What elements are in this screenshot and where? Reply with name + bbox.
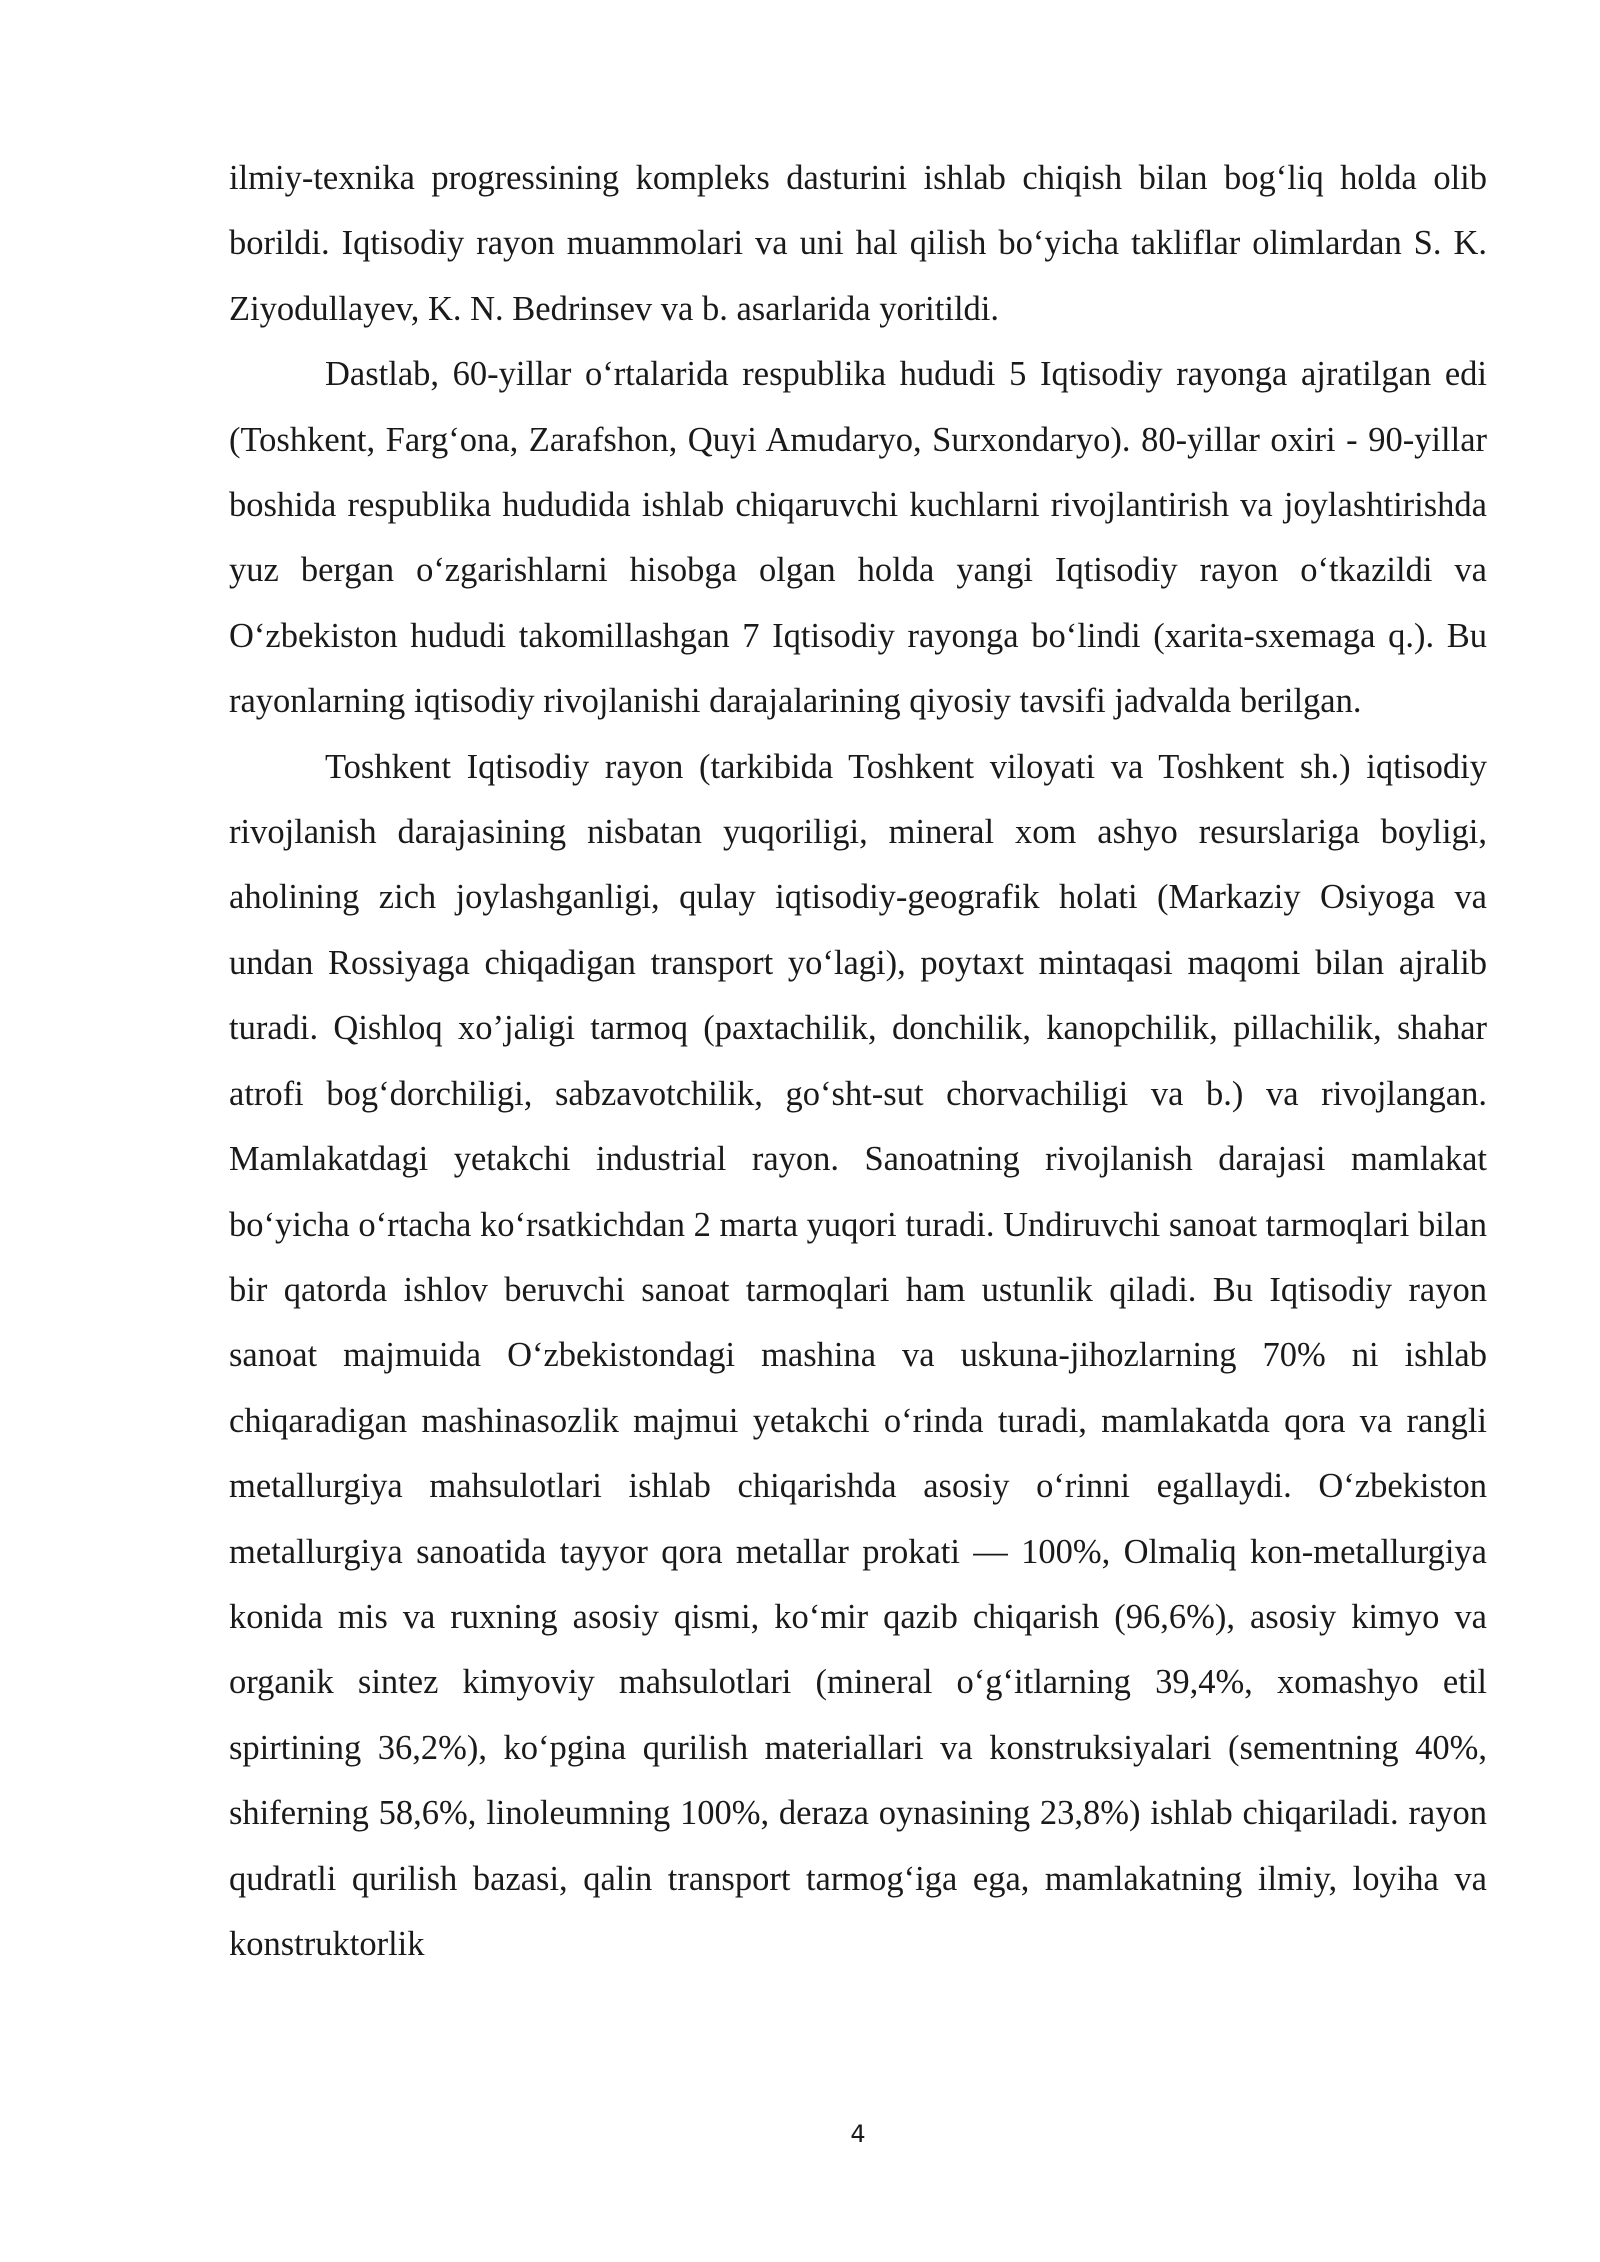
paragraph-3: Toshkent Iqtisodiy rayon (tarkibida Toshkent viloyati va Toshkent sh.) iqtisodiy rivojlanish darajasining nisbatan yuqoriligi, mineral xom ashyo resurslariga boyligi, aholining zich joylashganligi, qulay iqtisodiy-geografik holati (Markaziy Osiyoga va undan Rossiyaga chiqadigan transport yo‘lagi), poytaxt mintaqasi maqomi bilan ajralib turadi. Qishloq xo’jaligi tarmoq (paxtachilik, donchilik, kanopchilik, pillachilik, shahar atrofi bog‘dorchiligi, sabzavotchilik, go‘sht-sut chorvachiligi va b.) va rivojlangan. Mamlakatdagi yetakchi industrial rayon. Sanoatning rivojlanish darajasi mamlakat bo‘yicha o‘rtacha ko‘rsatkichdan 2 marta yuqori turadi. Undiruvchi sanoat tarmoqlari bilan bir qatorda ishlov beruvchi sanoat tarmoqlari ham ustunlik qiladi. Bu Iqtisodiy rayon sanoat majmuida O‘zbekistondagi mashina va uskuna-jihozlarning 70% ni ishlab chiqaradigan mashinasozlik majmui yetakchi o‘rinda turadi, mamlakatda qora va rangli metallurgiya mahsulotlari ishlab chiqarishda asosiy o‘rinni egallaydi. O‘zbekiston metallurgiya sanoatida tayyor qora metallar prokati — 100%, Olmaliq kon-metallurgiya konida mis va ruxning asosiy qismi, ko‘mir qazib chiqarish (96,6%), asosiy kimyo va organik sintez kimyoviy mahsulotlari (mineral o‘g‘itlarning 39,4%, xomashyo etil spirtining 36,2%), ko‘pgina qurilish materiallari va konstruksiyalari (sementning 40%, shiferning 58,6%, linoleumning 100%, deraza oynasining 23,8%) ishlab chiqariladi. rayon qudratli qurilish bazasi, qalin transport tarmog‘iga ega, mamlakatning ilmiy, loyiha va konstruktorlik <box>229 747 1487 1963</box>
body-text <box>229 146 1487 1977</box>
page-number: 4 <box>850 2120 866 2148</box>
paragraph-2: Dastlab, 60-yillar o‘rtalarida respublika hududi 5 Iqtisodiy rayonga ajratilgan edi (Toshkent, Farg‘ona, Zarafshon, Quyi Amudaryo, Surxondaryo). 80-yillar oxiri - 90-yillar boshida respublika hududida ishlab chiqaruvchi kuchlarni rivojlantirish va joylashtirishda yuz bergan o‘zgarishlarni hisobga olgan holda yangi Iqtisodiy rayon o‘tkazildi va O‘zbekiston hududi takomillashgan 7 Iqtisodiy rayonga bo‘lindi (xarita-sxemaga q.). Bu rayonlarning iqtisodiy rivojlanishi darajalarining qiyosiy tavsifi jadvalda berilgan. <box>229 355 1487 721</box>
paragraph-1: ilmiy-texnika progressining kompleks dasturini ishlab chiqish bilan bog‘liq holda olib borildi. Iqtisodiy rayon muammolari va uni hal qilish bo‘yicha takliflar olimlardan S. K. Ziyodullayev, K. N. Bedrinsev va b. asarlarida yoritildi. <box>229 159 1487 328</box>
